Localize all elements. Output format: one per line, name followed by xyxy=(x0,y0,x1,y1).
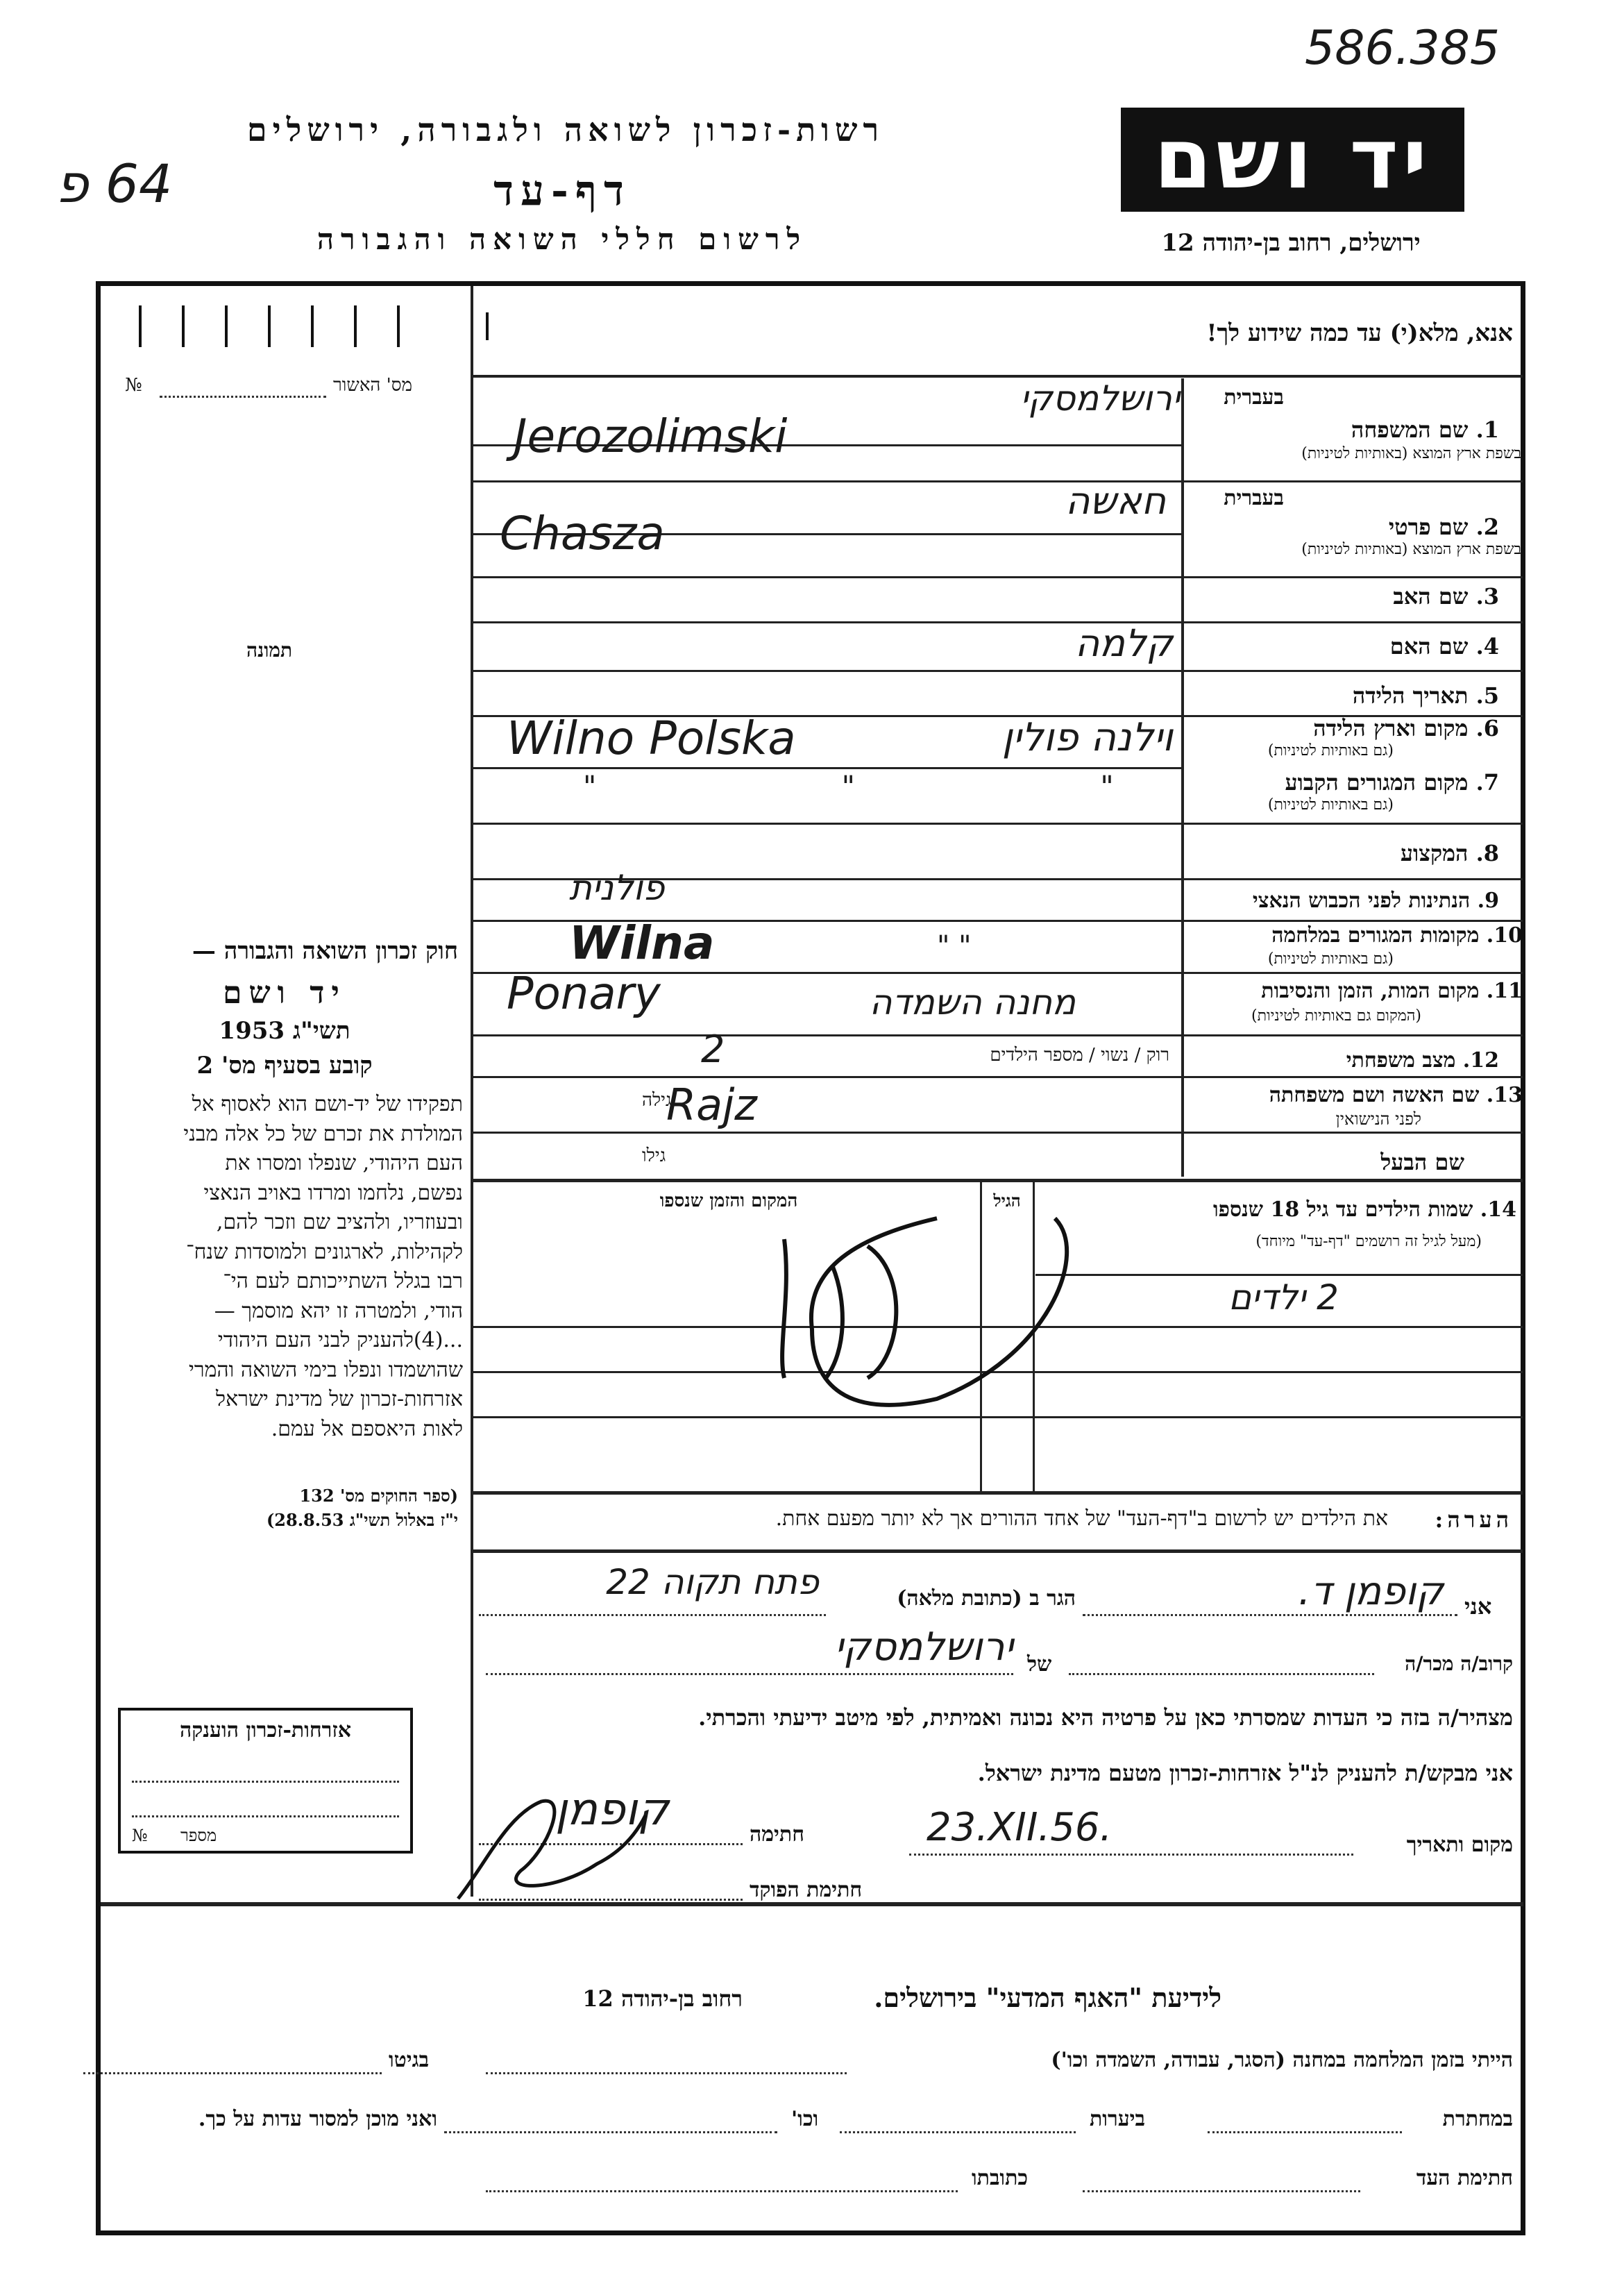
law-reference-2: י"ז באלול תשי"ג 28.8.53) xyxy=(266,1510,458,1530)
sidebar-divider xyxy=(471,286,473,1897)
address-line xyxy=(479,1614,826,1616)
declarant-address[interactable]: פתח תקוה 22 xyxy=(606,1562,819,1602)
law-text-line: הודי, ולמטרה זו יהא מוסמך — xyxy=(214,1298,463,1323)
approval-tick-marks xyxy=(139,305,440,350)
footer-line3-a: חתימת העד xyxy=(1416,2166,1513,2190)
approval-number-label: מס' האשור xyxy=(333,375,413,396)
row-line xyxy=(473,1132,1523,1134)
address: ירושלים, רחוב בן-יהודה 12 xyxy=(1161,229,1421,257)
f11-sub: (המקום גם באותיות לטיניות) xyxy=(1251,1007,1421,1025)
yad-vashem-logo: יד ושם xyxy=(1121,108,1464,212)
f9-label: 9. הנתינות לפני הכבוש הנאצי xyxy=(1252,889,1499,913)
of-value[interactable]: ירושלמסקי xyxy=(834,1624,1013,1670)
notice-top-line xyxy=(473,1491,1523,1495)
residence-ditto[interactable]: " " " xyxy=(583,769,1232,803)
row-line xyxy=(473,576,1523,578)
death-place-hebrew[interactable]: מחנה השמדה xyxy=(869,982,1076,1023)
f11-label: 11. מקום המות, הזמן והנסיבות xyxy=(1261,979,1523,1003)
place-date-line xyxy=(909,1854,1353,1856)
footer-line2-b: ביערות xyxy=(1090,2107,1146,2131)
signature-value[interactable]: קופמן xyxy=(555,1784,669,1835)
citizenship-number-label: מספר xyxy=(180,1826,217,1845)
relative-label: קרוב/ה מכר/ה xyxy=(1405,1652,1513,1675)
declarant-label: אני xyxy=(1464,1593,1492,1620)
citizenship-box-title: אזרחות-זכרון הוענקה xyxy=(179,1718,352,1742)
officer-signature-line xyxy=(479,1899,743,1901)
row-line xyxy=(473,1076,1523,1078)
law-text-line: נפשם, נלחמו ומרדו באויב הנאצי xyxy=(203,1180,463,1205)
request-text: אני מבקש/ת להעניק לנ"ל אזרחות-זכרון מטעם מדינת ישראל. xyxy=(977,1760,1513,1786)
surname-latin[interactable]: Jerozolimski xyxy=(514,410,788,463)
mother-name[interactable]: קלמה xyxy=(1075,621,1173,665)
f14-age-column: הגיל xyxy=(993,1191,1021,1211)
footer-line2-c: וכו' xyxy=(791,2107,819,2131)
law-text-line: לאות היאספם אל עמם. xyxy=(271,1416,463,1441)
f13-label: 13. שם האשה ושם משפחתה xyxy=(1269,1083,1523,1107)
f14-place-column: המקום והזמן שנספו xyxy=(659,1191,798,1211)
of-line xyxy=(486,1673,1013,1675)
instruction-tick-marks xyxy=(486,312,529,343)
f10-sub: (גם באותיות לטיניות) xyxy=(1267,950,1394,968)
footer-witness-signature-line xyxy=(1083,2190,1360,2192)
archive-number: 586.385 xyxy=(1305,21,1500,76)
relative-line xyxy=(1069,1673,1374,1675)
scribble-mark xyxy=(729,1191,1090,1420)
row-line xyxy=(473,1034,1523,1036)
f14-sub: (מעל לגיל זה רושמים "דף-עד" מיוחד) xyxy=(1255,1233,1482,1250)
footer-line1-dots-2 xyxy=(83,2072,382,2074)
of-label: של xyxy=(1027,1652,1052,1677)
f1-heb-label: בעברית xyxy=(1224,385,1284,410)
declaration-date[interactable]: 23.XII.56. xyxy=(927,1805,1113,1850)
citizenship-number-sign: № xyxy=(132,1826,148,1845)
f5-label: 5. תאריך הלידה xyxy=(1352,682,1499,709)
husband-age-label: גילו xyxy=(642,1145,666,1166)
f2-sub: בשפת ארץ המוצא (באותיות לטיניות) xyxy=(1301,541,1521,558)
f7-label: 7. מקום המגורים הקבוע xyxy=(1285,769,1499,796)
wife-age-label: גילה xyxy=(642,1090,672,1111)
f3-label: 3. שם האב xyxy=(1393,583,1499,610)
law-text-line: המולדת את זכרם של כל אלה מבני xyxy=(183,1121,463,1146)
form-title: דף-עד xyxy=(493,167,631,215)
notice-text: את הילדים יש לרשום ב"דף-העד" של אחד ההורים אך לא יותר מפעם אחת. xyxy=(775,1506,1388,1531)
children-count[interactable]: 2 xyxy=(701,1027,725,1071)
law-text-line: ...(4)להעניק לבני העם היהודי xyxy=(217,1328,463,1352)
children-names[interactable]: 2 ילדים xyxy=(1228,1277,1339,1318)
law-text xyxy=(105,1090,463,1444)
signature-stroke xyxy=(458,1801,645,1899)
declarant-name-line xyxy=(1083,1614,1457,1616)
citizenship-line xyxy=(132,1815,399,1817)
footer-line1-start: הייתי בזמן המלחמה במחנה (הסגר, עבודה, השמדה וכו') xyxy=(1051,2048,1513,2072)
f10-label: 10. מקומות המגורים במלחמה xyxy=(1271,923,1523,948)
signature-label: חתימה xyxy=(750,1822,804,1847)
law-text-line: לקהילות, לארגונים ולמוסדות שנח־ xyxy=(186,1239,463,1264)
surname-hebrew[interactable]: ירושלמסקי xyxy=(1020,378,1180,419)
footer-divider xyxy=(101,1902,1523,1906)
row-line xyxy=(1181,480,1523,482)
approval-number-line xyxy=(160,396,326,398)
instruction-line xyxy=(473,375,1523,378)
law-text-line: שהושמדו ונפלו בימי השואה והמרי xyxy=(188,1357,463,1382)
citizenship-line xyxy=(132,1781,399,1783)
instruction-text: אנא, מלא(י) עד כמה שידוע לך! xyxy=(1206,319,1513,347)
footer-line3-b: כתובתו xyxy=(972,2166,1029,2190)
nationality[interactable]: פולנית xyxy=(569,868,665,908)
f12-options: רוק / נשוי / מספר הילדים xyxy=(990,1045,1169,1066)
row-line xyxy=(1035,1274,1523,1276)
law-text-line: רבו בגלל השתייכותם לעם הי־ xyxy=(223,1269,463,1293)
law-section: קובע בסעיף מס' 2 xyxy=(196,1052,373,1079)
form-subtitle: לרשום חללי השואה והגבורה xyxy=(316,222,808,256)
declare-text: מצהיר/ה בזה כי העדות שמסרתי כאן על פרטיה היא נכונה ואמיתית, לפי מיטב ידיעתי והכרתי. xyxy=(698,1704,1513,1731)
f2-heb-label: בעברית xyxy=(1224,486,1284,510)
officer-signature-label: חתימת הפוקד xyxy=(750,1878,863,1902)
place-date-label: מקום ותאריך xyxy=(1406,1833,1513,1857)
f4-label: 4. שם האם xyxy=(1389,633,1499,659)
org-name: רשות-זכרון לשואה ולגבורה, ירושלים xyxy=(246,111,885,149)
law-text-line: אזרחות-זכרון של מדינת ישראל xyxy=(216,1387,463,1411)
scribble-stroke xyxy=(811,1218,1067,1405)
f6-sub: (גם באותיות לטיניות) xyxy=(1267,742,1394,759)
f14-label: 14. שמות הילדים עד גיל 18 שנספו xyxy=(1212,1198,1516,1222)
f1-sub: בשפת ארץ המוצא (באותיות לטיניות) xyxy=(1301,445,1521,462)
footer-title: לידיעת "האגף המדעי" בירושלים. xyxy=(874,1982,1221,2013)
wartime-residence[interactable]: Wilna xyxy=(569,916,715,970)
f7-sub: (גם באותיות לטיניות) xyxy=(1267,796,1394,814)
law-text-line: תפקידו של יד-ושם הוא לאסוף אל xyxy=(192,1092,463,1116)
notice-label: הערה: xyxy=(1435,1506,1513,1533)
f8-label: 8. המקצוע xyxy=(1400,840,1499,866)
wife-maiden-name[interactable]: Rajz xyxy=(666,1079,757,1130)
approval-number-sign: № xyxy=(125,375,142,396)
photo-label: תמונה xyxy=(246,639,293,662)
birthplace-latin[interactable]: Wilno Polska xyxy=(507,712,796,765)
footer-line1-end: בגיטו xyxy=(389,2048,430,2072)
row-line xyxy=(473,670,1523,672)
f1-label: 1. שם המשפחה xyxy=(1351,417,1499,443)
first-name-latin[interactable]: Chasza xyxy=(500,507,665,560)
f13-sub: לפני הנישואין xyxy=(1335,1109,1421,1129)
footer-line2-a: במחתרת xyxy=(1442,2107,1513,2131)
law-text-line: העם היהודי, שנפלו ומסרו את xyxy=(225,1151,463,1175)
law-name: יד ושם xyxy=(223,975,346,1011)
f6-label: 6. מקום וארץ הלידה xyxy=(1313,715,1499,741)
row-line xyxy=(473,1179,1523,1182)
resides-label: הגר ב (כתובת מלאה) xyxy=(897,1586,1076,1611)
f12-label: 12. מצב משפחתי xyxy=(1346,1048,1499,1073)
footer-line1-dots xyxy=(486,2072,847,2074)
footer-line2-dots-a xyxy=(1208,2131,1402,2133)
f2-label: 2. שם פרטי xyxy=(1388,514,1499,540)
law-reference-1: (ספר החוקים מס' 132 xyxy=(299,1486,458,1506)
death-place-latin[interactable]: Ponary xyxy=(507,968,661,1020)
footer-address: רחוב בן-יהודה 12 xyxy=(582,1985,743,2012)
wartime-residence-ditto[interactable]: " " xyxy=(937,930,972,962)
signature-flourish xyxy=(444,1788,652,1913)
page-mark: 64 פ xyxy=(56,153,173,215)
footer-witness-address-line xyxy=(486,2190,958,2192)
footer-line2-d: ואני מוכן למסור עדות על כך. xyxy=(198,2107,437,2131)
footer-line2-dots-c xyxy=(444,2131,777,2133)
law-text-line: ובעוזריו, ולהציב שם וזכר להם, xyxy=(216,1210,463,1234)
row-line xyxy=(473,823,1523,825)
law-year: תשי"ג 1953 xyxy=(219,1017,350,1045)
law-title: חוק זכרון השואה והגבורה — xyxy=(192,937,458,965)
footer-line2-dots-b xyxy=(840,2131,1076,2133)
husband-label: שם הבעל xyxy=(1380,1149,1464,1175)
first-name-hebrew[interactable]: חאשה xyxy=(1065,479,1166,523)
notice-bottom-line xyxy=(473,1549,1523,1553)
birthplace-hebrew[interactable]: וילנה פולין xyxy=(1001,715,1173,760)
declarant-name[interactable]: קופמן ד. xyxy=(1298,1569,1444,1614)
